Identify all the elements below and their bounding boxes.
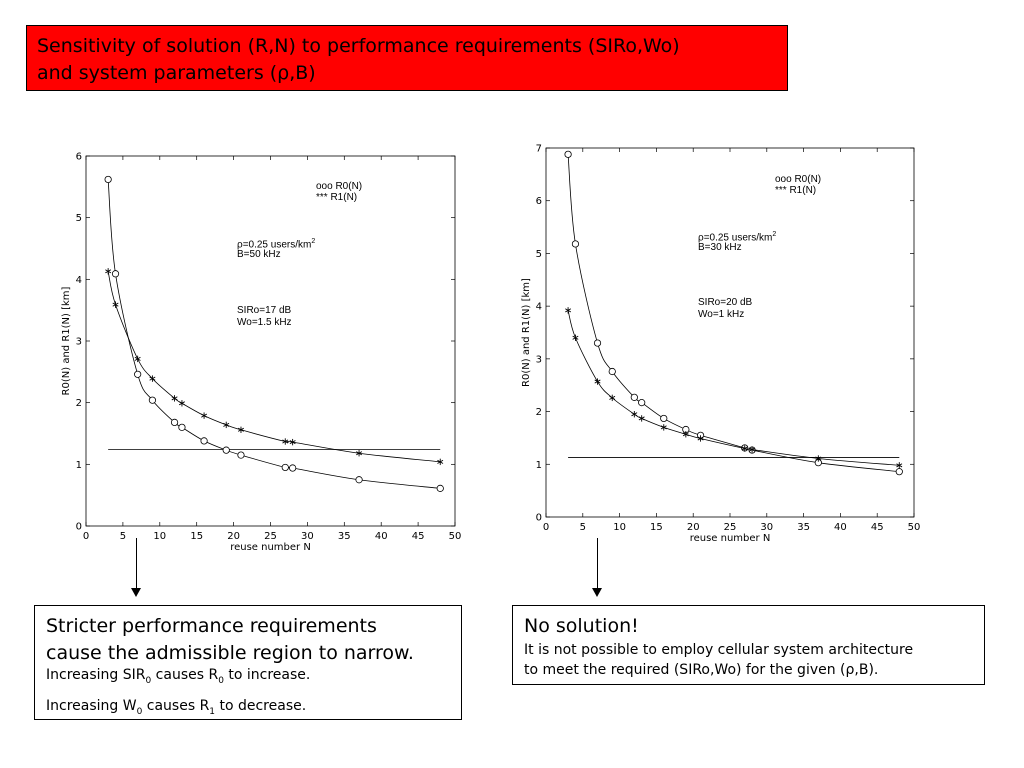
right-r1-point bbox=[595, 378, 601, 384]
left-ytick-label: 4 bbox=[75, 274, 82, 286]
slide-title-line-1: Sensitivity of solution (R,N) to performance requirements (SIRo,Wo) bbox=[37, 35, 680, 57]
left-r0-point bbox=[289, 465, 295, 471]
left-xtick-label: 35 bbox=[337, 531, 351, 542]
right-r1-point bbox=[639, 415, 645, 421]
right-y-axis-label: R0(N) and R1(N) [km] bbox=[521, 278, 532, 387]
right-r1-point bbox=[573, 335, 579, 341]
left-box-line-1: Stricter performance requirements bbox=[46, 615, 377, 637]
right-ytick-label: 1 bbox=[535, 459, 542, 471]
right-legend-r0: ooo R0(N) bbox=[775, 174, 822, 185]
right-xtick-label: 20 bbox=[686, 522, 700, 533]
right-r0-point bbox=[697, 432, 703, 438]
left-xtick-label: 50 bbox=[448, 531, 462, 542]
right-xtick-label: 35 bbox=[797, 522, 810, 533]
left-ytick-label: 2 bbox=[75, 398, 82, 410]
right-xtick-label: 15 bbox=[650, 522, 663, 533]
left-r0-point bbox=[238, 452, 244, 458]
left-xtick-label: 0 bbox=[82, 531, 90, 542]
right-r1-point bbox=[565, 307, 571, 313]
left-ytick-label: 1 bbox=[75, 459, 82, 471]
left-box-line-2: cause the admissible region to narrow. bbox=[46, 642, 414, 664]
left-r0-point bbox=[112, 271, 118, 277]
right-arrow-shaft bbox=[597, 538, 598, 589]
right-r0-point bbox=[896, 468, 902, 474]
left-xtick-label: 45 bbox=[411, 531, 425, 542]
left-bandwidth-label: B=50 kHz bbox=[237, 249, 281, 260]
left-r0-point bbox=[201, 438, 207, 444]
left-r0-point bbox=[171, 419, 177, 425]
left-r0-point bbox=[437, 485, 443, 491]
right-r0-point bbox=[638, 399, 644, 405]
left-ytick-label: 3 bbox=[75, 336, 82, 348]
left-r0-point bbox=[105, 176, 111, 182]
left-r1-point bbox=[105, 268, 111, 274]
left-xtick-label: 25 bbox=[264, 531, 277, 542]
left-arrow-shaft bbox=[136, 538, 137, 589]
right-xtick-label: 0 bbox=[542, 522, 550, 533]
right-xtick-label: 30 bbox=[760, 522, 774, 533]
right-bandwidth-label: B=30 kHz bbox=[698, 242, 742, 253]
left-r1-point bbox=[113, 301, 119, 307]
left-plot-frame bbox=[86, 156, 455, 526]
right-ytick-label: 0 bbox=[535, 512, 542, 524]
right-r0-point bbox=[683, 426, 689, 432]
left-r1-point bbox=[201, 412, 207, 418]
right-ytick-label: 6 bbox=[535, 196, 542, 208]
left-xtick-label: 15 bbox=[190, 531, 204, 542]
left-r0-point bbox=[223, 447, 229, 453]
left-r1-point bbox=[179, 400, 185, 406]
right-series-r1-line bbox=[568, 310, 899, 465]
right-r0-point bbox=[594, 340, 600, 346]
right-r0-point bbox=[572, 241, 578, 247]
left-xtick-label: 40 bbox=[374, 531, 388, 542]
left-wo-label: Wo=1.5 kHz bbox=[237, 317, 292, 328]
right-xtick-label: 10 bbox=[613, 522, 626, 533]
left-xtick-label: 10 bbox=[153, 531, 167, 542]
left-r1-point bbox=[223, 422, 229, 428]
right-r1-point bbox=[632, 411, 638, 417]
left-xtick-label: 5 bbox=[119, 531, 127, 542]
right-x-axis-label: reuse number N bbox=[689, 533, 771, 544]
right-box-line-3: to meet the required (SIRo,Wo) for the given (ρ,B). bbox=[524, 662, 879, 678]
right-xtick-label: 45 bbox=[870, 522, 884, 533]
right-legend-r1: *** R1(N) bbox=[775, 185, 817, 196]
slide-title bbox=[26, 25, 788, 91]
right-r0-point bbox=[565, 151, 571, 157]
right-plot-frame bbox=[546, 148, 914, 517]
right-arrow-head bbox=[592, 588, 602, 597]
right-r0-point bbox=[631, 394, 637, 400]
right-r1-point bbox=[609, 395, 615, 401]
left-ytick-label: 5 bbox=[75, 213, 82, 225]
left-explanation-box bbox=[34, 605, 462, 720]
left-r1-point bbox=[290, 439, 296, 445]
left-r1-point bbox=[282, 438, 288, 444]
right-box-line-2: It is not possible to employ cellular system architecture bbox=[524, 642, 914, 658]
left-r1-point bbox=[150, 375, 156, 381]
left-legend-r1: *** R1(N) bbox=[316, 192, 358, 203]
right-ytick-label: 5 bbox=[535, 248, 542, 260]
right-r0-point bbox=[609, 368, 615, 374]
left-ytick-label: 6 bbox=[75, 151, 82, 163]
left-xtick-label: 20 bbox=[227, 531, 240, 542]
right-r0-point bbox=[749, 447, 755, 453]
right-xtick-label: 5 bbox=[579, 522, 586, 533]
right-r1-point bbox=[683, 431, 689, 437]
right-r1-point bbox=[896, 462, 902, 468]
right-r0-point bbox=[661, 415, 667, 421]
right-r1-point bbox=[698, 435, 704, 441]
right-sir-label: SIRo=20 dB bbox=[698, 297, 753, 308]
left-x-axis-label: reuse number N bbox=[230, 542, 311, 553]
left-rho-label: ρ=0.25 users/$km^2$ bbox=[237, 238, 316, 251]
left-r1-point bbox=[437, 459, 443, 465]
right-ytick-label: 7 bbox=[535, 143, 542, 155]
right-rho-label: ρ=0.25 users/$km^2$ bbox=[698, 231, 777, 244]
right-r1-point bbox=[661, 424, 667, 430]
left-r0-point bbox=[282, 464, 288, 470]
left-r0-point bbox=[149, 397, 155, 403]
left-legend-r0: ooo R0(N) bbox=[316, 181, 363, 192]
right-r0-point bbox=[815, 460, 821, 466]
right-ytick-label: 2 bbox=[535, 407, 542, 419]
left-r1-point bbox=[238, 427, 244, 433]
right-r1-point bbox=[749, 446, 755, 452]
left-sir-label: SIRo=17 dB bbox=[237, 305, 292, 316]
left-r1-point bbox=[172, 395, 178, 401]
right-r0-point bbox=[742, 445, 748, 451]
right-explanation-box bbox=[512, 605, 985, 685]
left-box-line-3: Increasing $SIR_0$ causes $R_0$ to increase. bbox=[46, 667, 311, 686]
right-box-line-1: No solution! bbox=[524, 615, 639, 637]
right-wo-label: Wo=1 kHz bbox=[698, 309, 745, 320]
right-xtick-label: 40 bbox=[834, 522, 847, 533]
left-ytick-label: 0 bbox=[75, 521, 82, 533]
left-r0-point bbox=[134, 371, 140, 377]
right-r1-point bbox=[742, 445, 748, 451]
left-series-r1-line bbox=[108, 271, 440, 462]
right-ytick-label: 4 bbox=[535, 301, 542, 313]
left-r0-point bbox=[356, 477, 362, 483]
left-box-line-4: Increasing $W_0$ causes $R_1$ to decrease. bbox=[46, 697, 307, 717]
left-y-axis-label: R0(N) and R1(N) [km] bbox=[61, 286, 72, 396]
right-xtick-label: 50 bbox=[907, 522, 921, 533]
slide-title-line-2: and system parameters (ρ,B) bbox=[37, 62, 316, 84]
left-arrow-head bbox=[131, 588, 141, 597]
left-r1-point bbox=[356, 450, 362, 456]
left-xtick-label: 30 bbox=[301, 531, 314, 542]
right-ytick-label: 3 bbox=[535, 354, 542, 366]
left-r0-point bbox=[179, 424, 185, 430]
right-r1-point bbox=[816, 455, 822, 461]
left-r1-point bbox=[135, 356, 141, 362]
right-xtick-label: 25 bbox=[723, 522, 737, 533]
left-series-r0-line bbox=[108, 179, 440, 488]
